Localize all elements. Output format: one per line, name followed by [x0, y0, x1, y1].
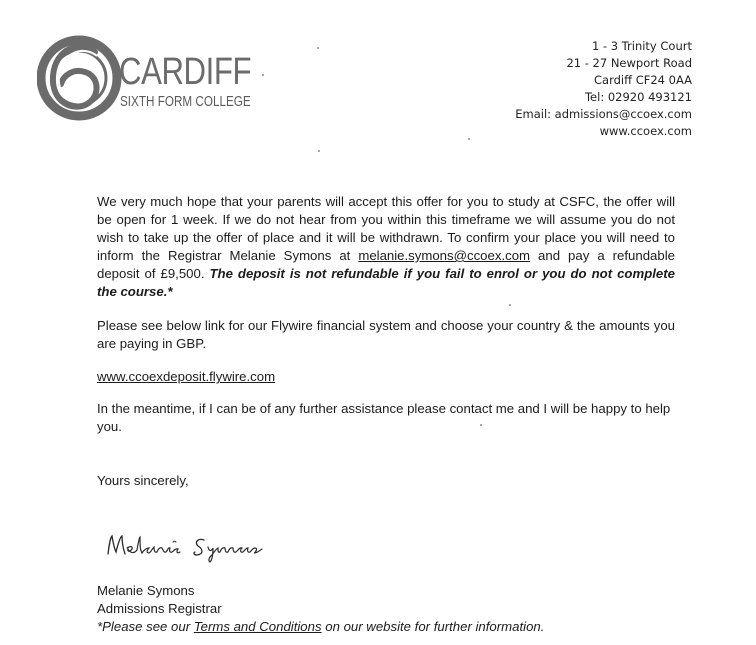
address-line: 1 - 3 Trinity Court — [591, 39, 692, 53]
signatory-name: Melanie Symons — [97, 583, 195, 598]
scan-speck — [480, 424, 482, 426]
address-block — [432, 38, 692, 140]
scan-speck — [318, 150, 320, 152]
logo-subtitle: SIXTH FORM COLLEGE — [120, 93, 251, 110]
email-line: Email: admissions@ccoex.com — [515, 107, 692, 121]
closing-salutation: Yours sincerely, — [97, 473, 189, 488]
letter-body — [97, 193, 675, 490]
scan-speck — [317, 47, 319, 49]
terms-note-before: *Please see our — [97, 619, 194, 634]
scan-speck — [262, 74, 264, 76]
address-line: Cardiff CF24 0AA — [594, 73, 692, 87]
college-logo — [37, 30, 252, 130]
registrar-email-link[interactable]: melanie.symons@ccoex.com — [358, 248, 531, 263]
signoff-block — [97, 582, 697, 636]
flywire-link-line — [97, 368, 675, 386]
website-line: www.ccoex.com — [599, 124, 692, 138]
terms-and-conditions-link[interactable]: Terms and Conditions — [193, 619, 322, 634]
logo-six-emblem-icon — [37, 30, 123, 122]
flywire-paragraph: Please see below link for our Flywire financial system and choose your country & the amounts you are paying in GBP. — [97, 318, 675, 351]
flywire-link[interactable]: www.ccoexdeposit.flywire.com — [97, 369, 276, 384]
signatory-title: Admissions Registrar — [97, 601, 222, 616]
logo-wordmark: CARDIFF — [119, 51, 252, 93]
terms-note-after: on our website for further information. — [321, 619, 545, 634]
offer-paragraph — [97, 193, 675, 301]
scan-speck — [468, 138, 470, 140]
scan-speck — [509, 304, 511, 306]
handwritten-signature — [100, 528, 300, 564]
assistance-paragraph: In the meantime, if I can be of any further assistance please contact me and I will be happy to help you. — [97, 401, 671, 434]
address-line: 21 - 27 Newport Road — [566, 56, 692, 70]
terms-note — [97, 618, 697, 636]
offer-text: We very much hope that your parents will accept this offer for you to study at CSFC, the offer will be open for 1 week. If we do not hear from you within this timeframe we will assume you do not wish to take up the offer of place and it will be withdrawn. To confirm your place you will need to inform the Registrar Melanie Symons at — [97, 194, 675, 263]
phone-line: Tel: 02920 493121 — [584, 90, 692, 104]
deposit-warning: The deposit is not refundable if you fail to enrol or you do not complete the course.* — [97, 266, 675, 299]
deposit-text: and pay a refundable deposit of £9,500. — [97, 248, 675, 281]
